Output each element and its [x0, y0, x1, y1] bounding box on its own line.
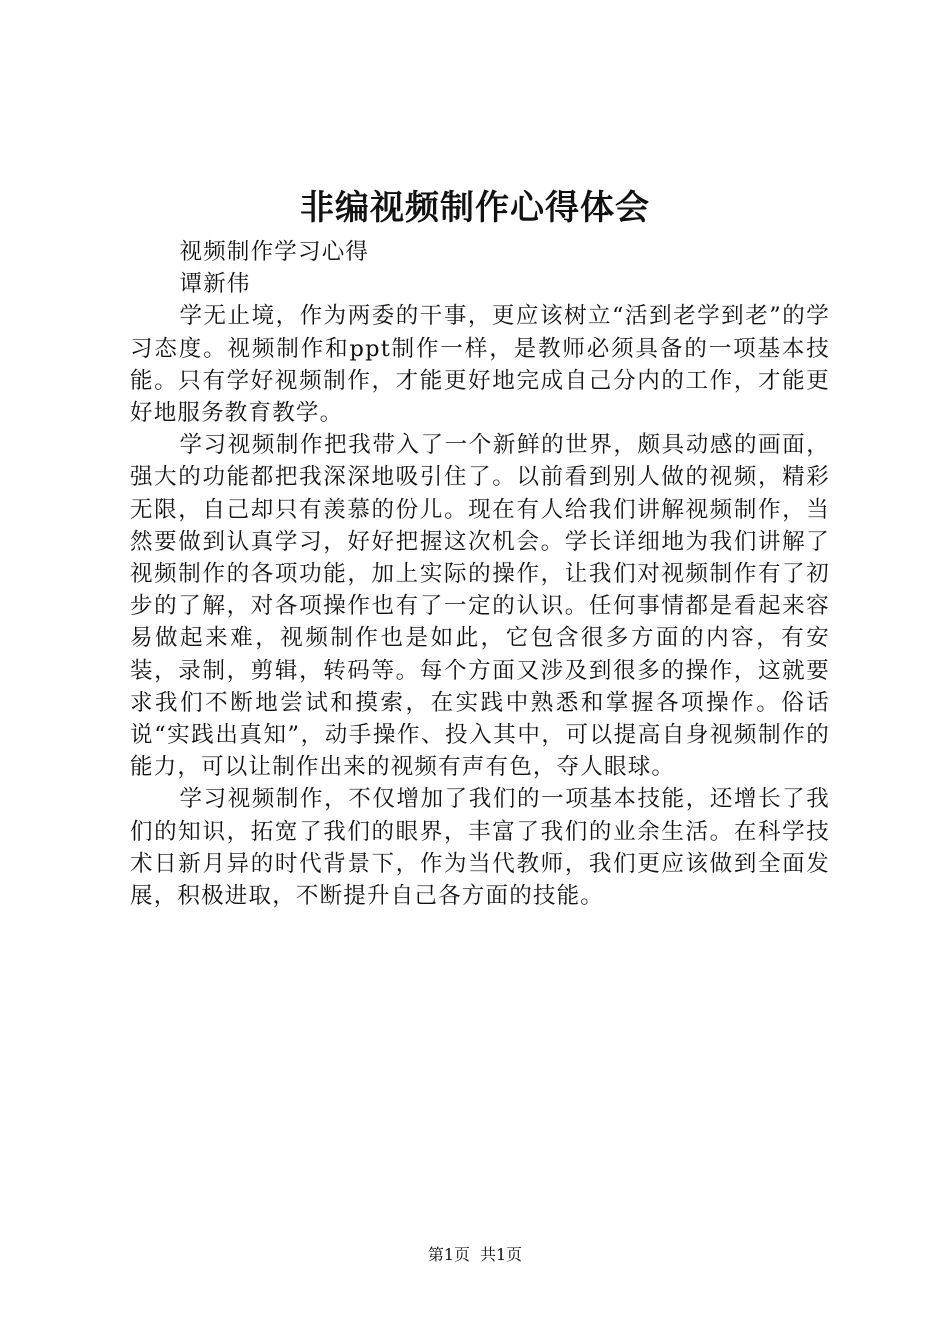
page-number: 第1页	[427, 1245, 470, 1264]
subtitle: 视频制作学习心得	[179, 239, 370, 265]
author: 谭新伟	[179, 271, 251, 298]
page-title: 非编视频制作心得体会	[300, 188, 650, 228]
document-body	[130, 236, 830, 912]
page-footer	[0, 1244, 950, 1266]
paragraph-2: 学习视频制作把我带入了一个新鲜的世界，颇具动感的画面，强大的功能都把我深深地吸引住了。以前看到别人做的视频，精彩无限，自己却只有羡慕的份儿。现在有人给我们讲解视频制作，当然要做到认真学习，好好把握这次机会。学长详细地为我们讲解了视频制作的各项功能，加上实际的操作，让我们对视频制作有了初步的了解，对各项操作也有了一定的认识。任何事情都是看起来容易做起来难，视频制作也是如此，它包含很多方面的内容，有安装，录制，剪辑，转码等。每个方面又涉及到很多的操作，这就要求我们不断地尝试和摸索，在实践中熟悉和掌握各项操作。俗话说“实践出真知”，动手操作、投入其中，可以提高自身视频制作的能力，可以让制作出来的视频有声有色，夺人眼球。	[130, 432, 830, 781]
paragraph-1: 学无止境，作为两委的干事，更应该树立“活到老学到老”的学习态度。视频制作和ppt制作一样，是教师必须具备的一项基本技能。只有学好视频制作，才能更好地完成自己分内的工作，才能更好地服务教育教学。	[130, 303, 830, 427]
page-total: 共1页	[480, 1245, 523, 1264]
paragraph-3: 学习视频制作，不仅增加了我们的一项基本技能，还增长了我们的知识，拓宽了我们的眼界，丰富了我们的业余生活。在科学技术日新月异的时代背景下，作为当代教师，我们更应该做到全面发展，积极进取，不断提升自己各方面的技能。	[130, 786, 830, 910]
